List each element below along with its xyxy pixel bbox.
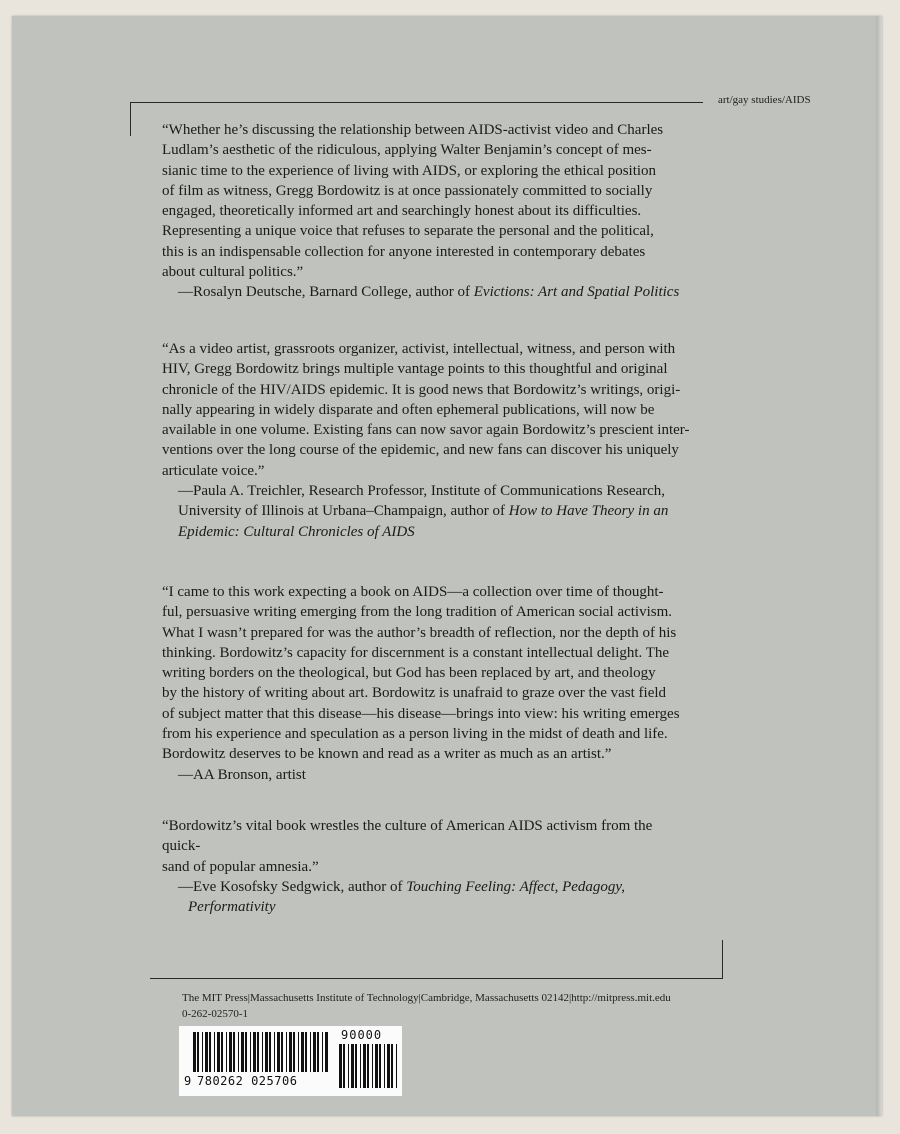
- blurb-line: “I came to this work expecting a book on AIDS—a collection over time of thought-: [162, 584, 664, 600]
- barcode-bar: [205, 1032, 208, 1072]
- attribution-work-title: Evictions: Art and Spatial Politics: [473, 284, 680, 301]
- barcode-bar: [193, 1032, 196, 1072]
- barcode-bar: [322, 1032, 323, 1072]
- attribution-text: —Eve Kosofsky Sedgwick, author of: [178, 878, 407, 895]
- blurb-line: articulate voice.”: [162, 462, 265, 479]
- blurb-line: available in one volume. Existing fans can now savor again Bordowitz’s prescient inter-: [162, 422, 690, 439]
- frame-rule-bottom: [150, 978, 723, 979]
- blurb-line: Ludlam’s aesthetic of the ridiculous, applying Walter Benjamin’s concept of mes-: [162, 142, 652, 159]
- barcode-bar: [343, 1044, 345, 1088]
- blurb-line: about cultural politics.”: [162, 264, 304, 281]
- barcode-bar: [289, 1032, 292, 1072]
- blurb-line: Representing a unique voice that refuses to separate the personal and the political,: [162, 223, 654, 240]
- barcode-addon-digits: 90000: [341, 1028, 383, 1042]
- attribution-text: —Paula A. Treichler, Research Professor, Institute of Communications Research,: [178, 483, 666, 500]
- barcode-bar: [310, 1032, 311, 1072]
- barcode-bar: [379, 1044, 381, 1088]
- blurb-line: HIV, Gregg Bordowitz brings multiple vantage points to this thoughtful and original: [162, 361, 668, 378]
- blurb-attribution: [162, 282, 690, 302]
- isbn-barcode: [179, 1026, 402, 1096]
- barcode-bar: [363, 1044, 366, 1088]
- barcode-bar: [221, 1032, 223, 1072]
- barcode-bar: [229, 1032, 232, 1072]
- publisher-line: The MIT Press|Massachusetts Institute of Technology|Cambridge, Massachusetts 02142|http://mitpress.mit.edu: [182, 992, 671, 1004]
- blurb-line: from his experience and speculation as a person living in the midst of death and life.: [162, 726, 668, 743]
- blurb-sedgwick: [162, 816, 690, 917]
- attribution-work-title: Epidemic: Cultural Chronicles of AIDS: [178, 523, 415, 540]
- blurb-line: What I wasn’t prepared for was the author’s breadth of reflection, nor the depth of his: [162, 624, 677, 641]
- barcode-bar: [305, 1032, 307, 1072]
- cover-edge: [876, 16, 882, 1116]
- frame-rule-top: [130, 102, 703, 103]
- barcode-bar: [301, 1032, 304, 1072]
- barcode-bar: [351, 1044, 354, 1088]
- barcode-bar: [214, 1032, 215, 1072]
- barcode-bar: [367, 1044, 369, 1088]
- barcode-bar: [372, 1044, 373, 1088]
- barcode-bar: [277, 1032, 280, 1072]
- barcode-digits: 780262 025706: [197, 1074, 298, 1088]
- barcode-bar: [384, 1044, 385, 1088]
- book-back-cover: [12, 16, 882, 1116]
- barcode-bar: [286, 1032, 287, 1072]
- frame-rule-top-vertical: [130, 102, 131, 136]
- barcode-bar: [396, 1044, 397, 1088]
- blurb-attribution: [162, 501, 690, 521]
- attribution-text: University of Illinois at Urbana–Champaign, author of: [178, 503, 509, 520]
- blurb-attribution: [162, 765, 690, 785]
- barcode-bar: [217, 1032, 220, 1072]
- barcode-bar: [262, 1032, 263, 1072]
- attribution-text: —Rosalyn Deutsche, Barnard College, author of: [178, 284, 474, 301]
- barcode-bar: [233, 1032, 235, 1072]
- barcode-bar: [253, 1032, 256, 1072]
- blurb-deutsche: [162, 120, 690, 303]
- barcode-bar: [313, 1032, 316, 1072]
- barcode-bar: [298, 1032, 299, 1072]
- attribution-work-title: Touching Feeling: Affect, Pedagogy, Performativity: [188, 878, 626, 916]
- barcode-bar: [241, 1032, 244, 1072]
- frame-rule-bottom-vertical: [722, 940, 723, 978]
- barcode-leading-digit: 9: [184, 1074, 192, 1088]
- isbn-text: 0-262-02570-1: [182, 1008, 248, 1020]
- barcode-bar: [391, 1044, 393, 1088]
- barcode-bar: [202, 1032, 203, 1072]
- barcode-bar: [317, 1032, 319, 1072]
- blurb-line: writing borders on the theological, but God has been replaced by art, and theology: [162, 665, 656, 682]
- barcode-bar: [387, 1044, 390, 1088]
- blurb-line: thinking. Bordowitz’s capacity for discernment is a constant intellectual delight. The: [162, 644, 670, 661]
- blurb-line: this is an indispensable collection for anyone interested in contemporary debates: [162, 243, 646, 260]
- barcode-bar: [226, 1032, 227, 1072]
- blurb-bronson: [162, 582, 690, 785]
- barcode-bar: [269, 1032, 271, 1072]
- barcode-bar: [197, 1032, 199, 1072]
- attribution-work-title: How to Have Theory in an: [508, 503, 669, 520]
- blurb-line: nally appearing in widely disparate and often ephemeral publications, will now be: [162, 401, 655, 418]
- barcode-bar: [325, 1032, 328, 1072]
- blurb-line: ventions over the long course of the epidemic, and new fans can discover his uniquely: [162, 442, 679, 459]
- publisher-imprint: [182, 990, 722, 1022]
- barcode-bar: [265, 1032, 268, 1072]
- barcode-bar: [293, 1032, 295, 1072]
- blurb-attribution: [162, 522, 690, 542]
- blurb-line: Bordowitz deserves to be known and read as a writer as much as an artist.”: [162, 746, 612, 763]
- blurb-attribution: [162, 481, 690, 501]
- barcode-bar: [245, 1032, 247, 1072]
- blurb-line: “As a video artist, grassroots organizer, activist, intellectual, witness, and person with: [162, 341, 676, 357]
- blurb-treichler: [162, 339, 690, 542]
- blurb-line: “Bordowitz’s vital book wrestles the culture of American AIDS activism from the quick-: [162, 818, 653, 855]
- blurb-line: engaged, theoretically informed art and searchingly honest about its difficulties.: [162, 203, 642, 220]
- barcode-bar: [209, 1032, 211, 1072]
- blurb-line: ful, persuasive writing emerging from the long tradition of American social activism.: [162, 604, 673, 621]
- barcode-bar: [238, 1032, 239, 1072]
- blurb-line: chronicle of the HIV/AIDS epidemic. It is good news that Bordowitz’s writings, origi-: [162, 381, 681, 398]
- blurb-line: “Whether he’s discussing the relationship between AIDS-activist video and Charles: [162, 122, 664, 138]
- blurb-line: of film as witness, Gregg Bordowitz is at once passionately committed to socially: [162, 182, 653, 199]
- blurb-line: sand of popular amnesia.”: [162, 858, 319, 875]
- attribution-text: —AA Bronson, artist: [178, 766, 306, 783]
- blurb-line: sianic time to the experience of living with AIDS, or exploring the ethical position: [162, 162, 657, 179]
- blurb-attribution: [162, 877, 690, 918]
- barcode-bar: [360, 1044, 361, 1088]
- barcode-bar: [355, 1044, 357, 1088]
- barcode-bar: [339, 1044, 342, 1088]
- blurb-line: by the history of writing about art. Bordowitz is unafraid to graze over the vast field: [162, 685, 667, 702]
- barcode-bar: [257, 1032, 259, 1072]
- barcode-bar: [281, 1032, 283, 1072]
- barcode-bar: [348, 1044, 349, 1088]
- category-label: art/gay studies/AIDS: [718, 94, 811, 106]
- barcode-bar: [274, 1032, 275, 1072]
- blurb-line: of subject matter that this disease—his disease—brings into view: his writing emerges: [162, 705, 680, 722]
- barcode-bar: [250, 1032, 251, 1072]
- barcode-bar: [375, 1044, 378, 1088]
